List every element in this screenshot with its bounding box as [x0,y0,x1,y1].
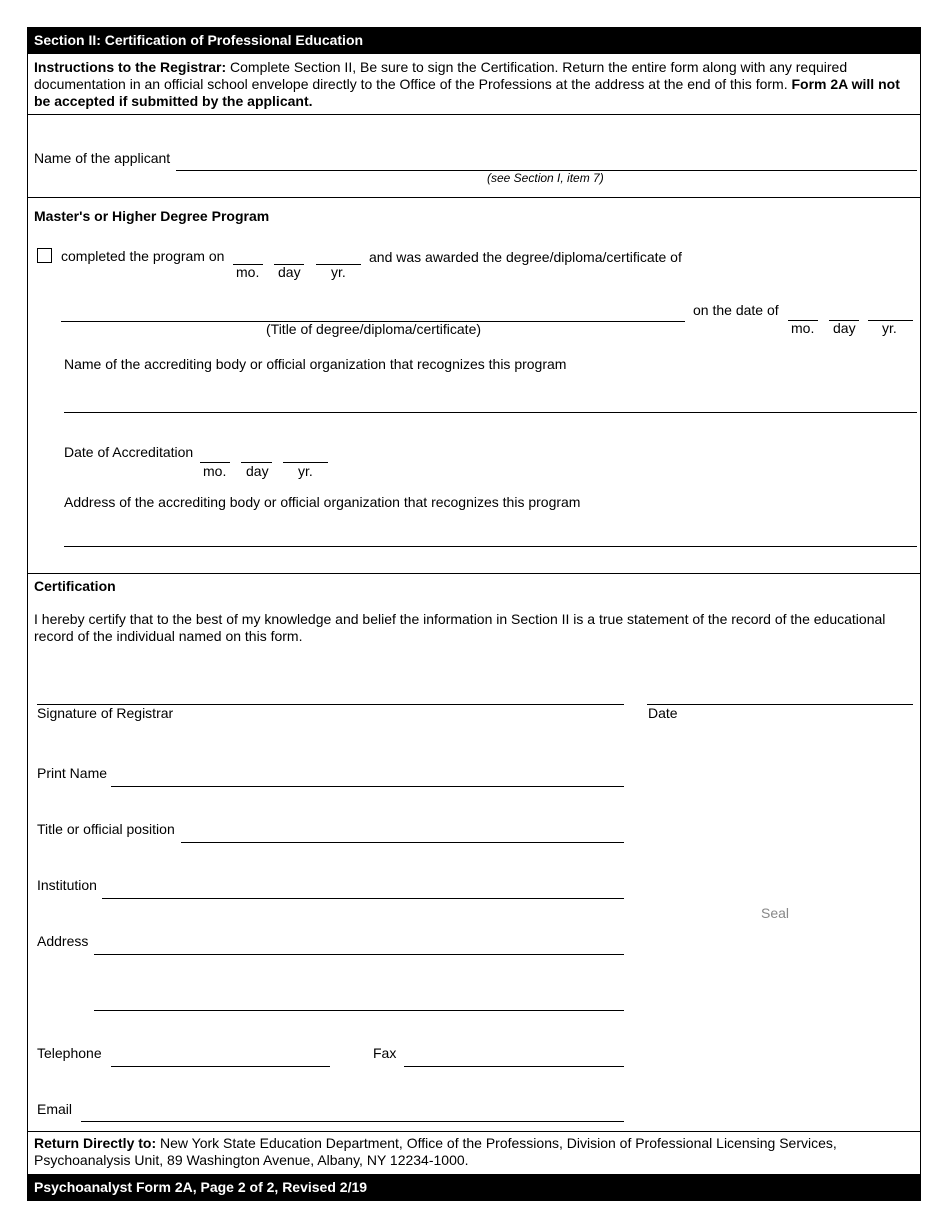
yr-caption: yr. [882,320,897,336]
accrediting-name-label: Name of the accrediting body or official organization that recognizes this program [64,356,567,372]
applicant-note: (see Section I, item 7) [487,171,604,185]
footer-text: Psychoanalyst Form 2A, Page 2 of 2, Revised 2/19 [34,1179,368,1195]
print-name-label: Print Name [37,765,108,781]
yr-caption: yr. [331,264,346,280]
address-field-line1[interactable] [94,954,624,955]
section-header [27,27,921,54]
divider [27,197,921,198]
instructions-body: Complete Section II, Be sure to sign the Certification. Return the entire form along with any required documentation in an official school envelope directly to the Office of the Professions at the address at the end of this form. [34,59,848,92]
address-label: Address [37,933,89,949]
print-name-field[interactable] [111,786,624,787]
return-info [34,1135,914,1169]
seal-label: Seal [761,905,790,921]
return-info-body: New York State Education Department, Office of the Professions, Division of Professional Licensing Services, Psychoanalysis Unit, 89 Washington Avenue, Albany, NY 12234-1000. [34,1135,837,1168]
day-caption: day [278,264,301,280]
day-caption: day [246,463,269,479]
telephone-field[interactable] [111,1066,330,1067]
fax-label: Fax [373,1045,397,1061]
date-field[interactable] [647,704,913,705]
awarded-label: and was awarded the degree/diploma/certificate of [369,249,682,265]
institution-field[interactable] [102,898,624,899]
telephone-label: Telephone [37,1045,102,1061]
accrediting-address-field[interactable] [64,546,917,547]
completed-label: completed the program on [61,248,225,264]
program-heading: Master's or Higher Degree Program [34,208,270,224]
signature-label: Signature of Registrar [37,705,174,721]
date-label: Date [648,705,678,721]
divider [27,114,921,115]
degree-title-caption: (Title of degree/diploma/certificate) [266,321,482,337]
address-field-line2[interactable] [94,1010,624,1011]
accreditation-date-label: Date of Accreditation [64,444,194,460]
mo-caption: mo. [791,320,815,336]
divider [27,573,921,574]
mo-caption: mo. [236,264,260,280]
yr-caption: yr. [298,463,313,479]
section-header-text: Section II: Certification of Professional Education [34,32,364,48]
accrediting-address-label: Address of the accrediting body or official organization that recognizes this program [64,494,581,510]
title-field[interactable] [181,842,624,843]
instructions-emphasis: Form 2A will not be accepted if submitted by the applicant. [34,76,900,109]
instructions-lead: Instructions to the Registrar: [34,59,227,75]
return-info-lead: Return Directly to: [34,1135,157,1151]
day-caption: day [833,320,856,336]
mo-caption: mo. [203,463,227,479]
certification-heading: Certification [34,578,116,594]
on-date-label: on the date of [693,302,779,318]
email-field[interactable] [81,1121,624,1122]
accrediting-name-field[interactable] [64,412,917,413]
instructions [34,59,914,110]
applicant-label: Name of the applicant [34,150,171,166]
divider [27,1131,921,1132]
completed-checkbox[interactable] [37,248,52,263]
fax-field[interactable] [404,1066,624,1067]
email-label: Email [37,1101,73,1117]
title-label: Title or official position [37,821,175,837]
certification-statement: I hereby certify that to the best of my knowledge and belief the information in Section II is a true statement of the record of the educational record of the individual named on this form. [34,611,886,644]
footer [27,1174,921,1201]
institution-label: Institution [37,877,97,893]
